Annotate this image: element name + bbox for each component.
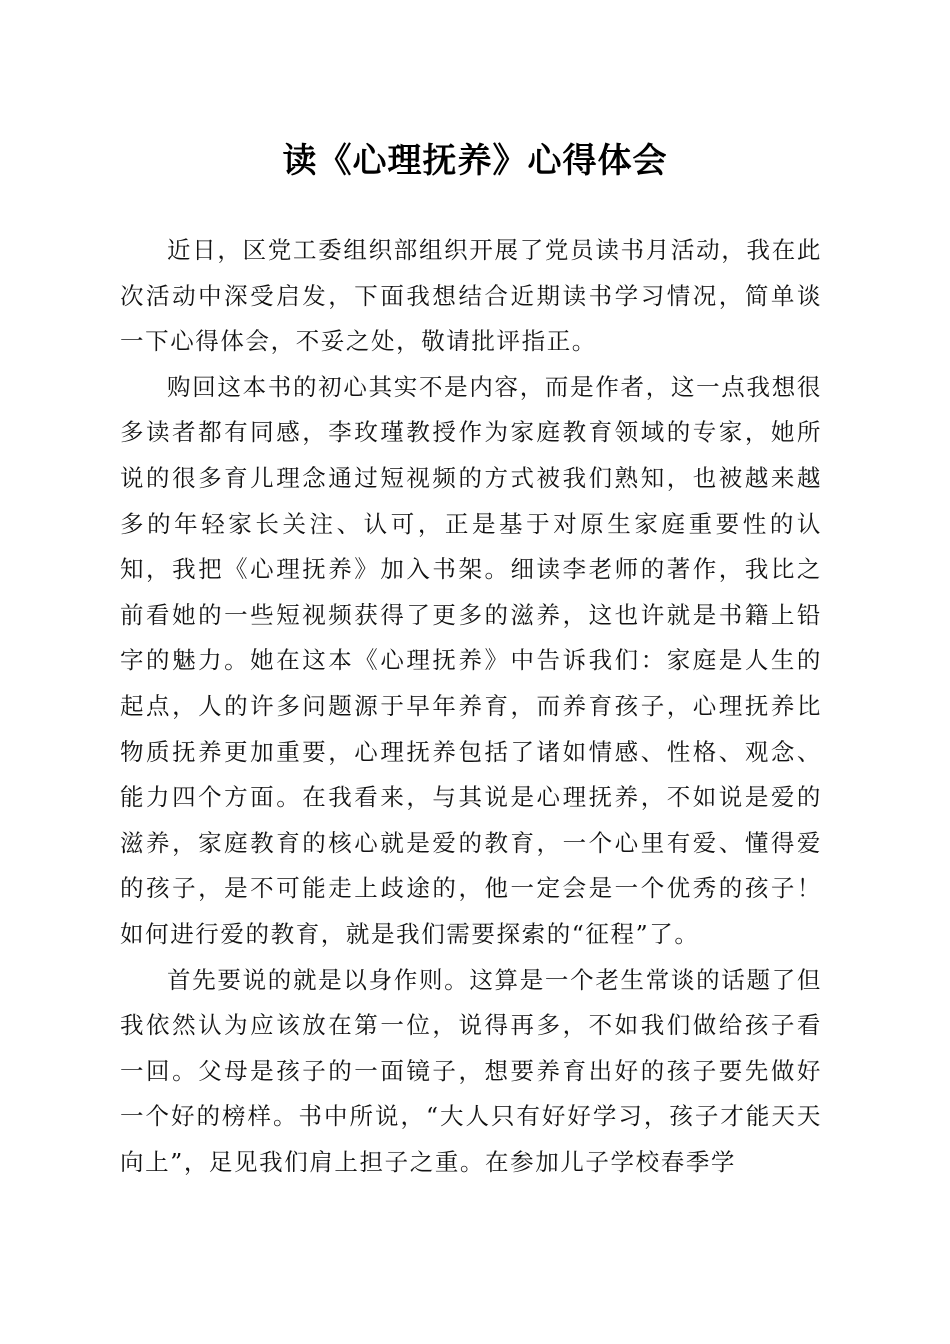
- document-body: [120, 228, 822, 1185]
- paragraph-1: 近日，区党工委组织部组织开展了党员读书月活动，我在此次活动中深受启发，下面我想结合近期读书学习情况，简单谈一下心得体会，不妥之处，敬请批评指正。: [120, 236, 822, 356]
- paragraph-2: 购回这本书的初心其实不是内容，而是作者，这一点我想很多读者都有同感，李玫瑾教授作为家庭教育领域的专家，她所说的很多育儿理念通过短视频的方式被我们熟知，也被越来越多的年轻家长关注、认可，正是基于对原生家庭重要性的认知，我把《心理抚养》加入书架。细读李老师的著作，我比之前看她的一些短视频获得了更多的滋养，这也许就是书籍上铅字的魅力。她在这本《心理抚养》中告诉我们：家庭是人生的起点，人的许多问题源于早年养育，而养育孩子，心理抚养比物质抚养更加重要，心理抚养包括了诸如情感、性格、观念、能力四个方面。在我看来，与其说是心理抚养，不如说是爱的滋养，家庭教育的核心就是爱的教育，一个心里有爱、懂得爱的孩子，是不可能走上歧途的，他一定会是一个优秀的孩子！如何进行爱的教育，就是我们需要探索的“征程”了。: [120, 372, 822, 948]
- document-title: 读《心理抚养》心得体会: [282, 141, 668, 181]
- paragraph-3: 首先要说的就是以身作则。这算是一个老生常谈的话题了但我依然认为应该放在第一位，说得再多，不如我们做给孩子看一回。父母是孩子的一面镜子，想要养育出好的孩子要先做好一个好的榜样。书中所说，“大人只有好好学习，孩子才能天天向上”，足见我们肩上担子之重。在参加儿子学校春季学: [120, 965, 822, 1176]
